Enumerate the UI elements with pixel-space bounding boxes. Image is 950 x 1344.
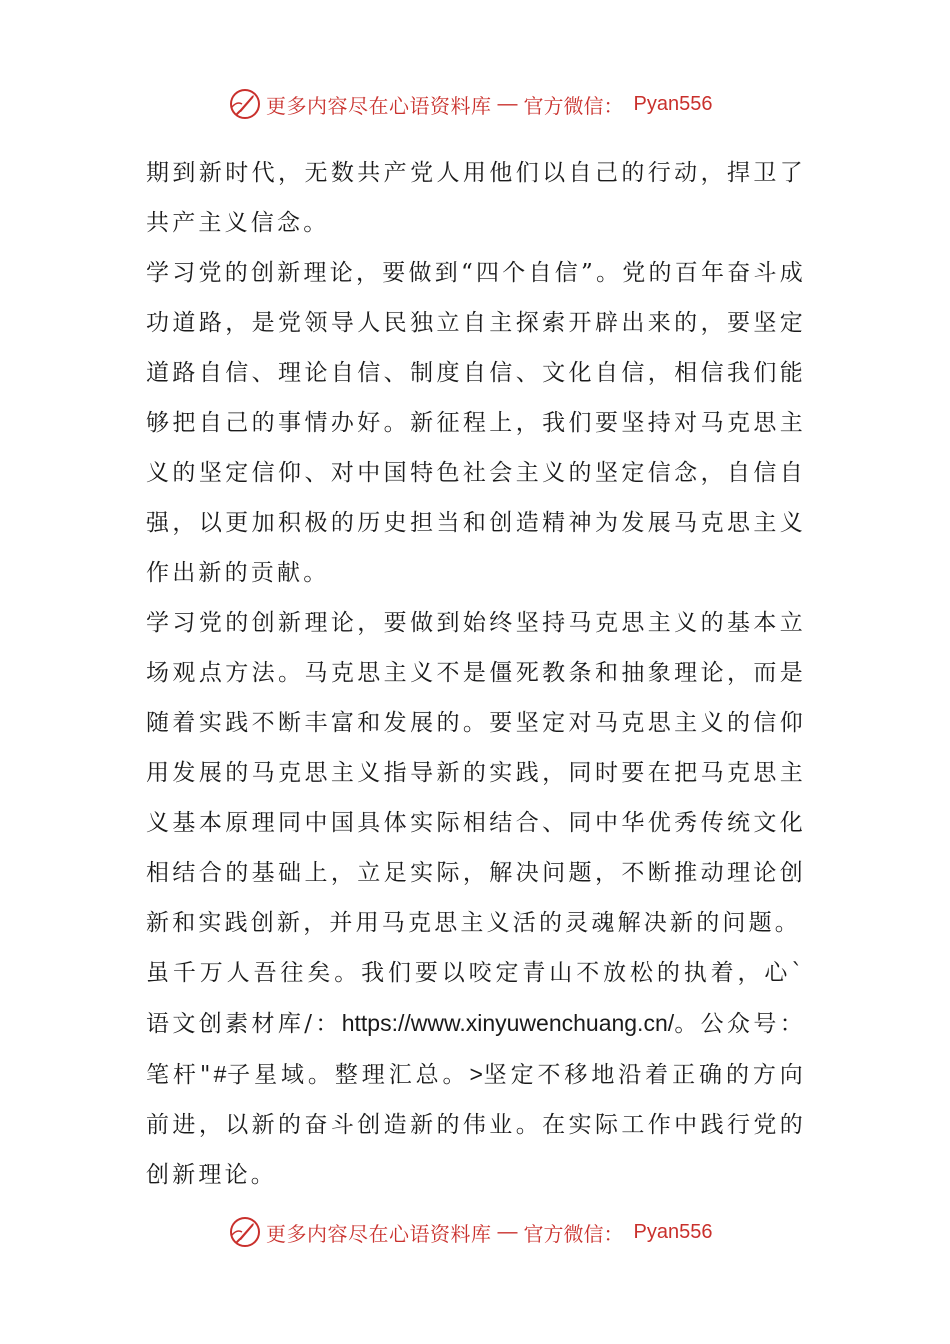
text-run: > <box>469 1061 483 1087</box>
footer-banner[interactable] <box>228 1212 748 1252</box>
banner-wechat-label: 官方微信： <box>523 1221 624 1246</box>
quill-pen-icon <box>228 87 262 121</box>
banner-wechat-id: Pyan556 <box>633 1220 713 1243</box>
text-run: 虽千万人吾往矣。我们要以咬定青山不放松的执着，心`语文创素材库/： <box>146 960 806 1037</box>
text-run: 。公众号：笔杆" <box>146 1011 806 1088</box>
header-banner[interactable] <box>228 84 748 124</box>
banner-text: 更多内容尽在心语资料库 <box>266 93 492 118</box>
body-text <box>146 148 806 1200</box>
text-run: # <box>213 1061 227 1087</box>
banner-wechat-id: Pyan556 <box>633 92 713 115</box>
paragraph-last <box>146 948 806 1200</box>
paragraph: 学习党的创新理论，要做到始终坚持马克思主义的基本立场观点方法。马克思主义不是僵死教条和抽象理论，而是随着实践不断丰富和发展的。要坚定对马克思主义的信仰用发展的马克思主义指导新的实践，同时要在把马克思主义基本原理同中国具体实际相结合、同中华优秀传统文化相结合的基础上，立足实际，解决问题，不断推动理论创新和实践创新，并用马克思主义活的灵魂解决新的问题。 <box>146 610 806 936</box>
text-run: 子星域。整理汇总。 <box>226 1062 470 1088</box>
banner-dash: — <box>497 1220 518 1243</box>
banner-dash: — <box>497 92 518 115</box>
text-run: 坚定不移地沿着正确的方向前进，以新的奋斗创造新的伟业。在实际工作中践行党的创新理论。 <box>146 1062 807 1188</box>
banner-wechat-label: 官方微信： <box>523 93 624 118</box>
quill-pen-icon <box>228 1215 262 1249</box>
banner-text: 更多内容尽在心语资料库 <box>266 1221 492 1246</box>
paragraph: 学习党的创新理论，要做到“四个自信”。党的百年奋斗成功道路，是党领导人民独立自主探索开辟出来的，要坚定道路自信、理论自信、制度自信、文化自信，相信我们能够把自己的事情办好。新征程上，我们要坚持对马克思主义的坚定信仰、对中国特色社会主义的坚定信念，自信自强，以更加积极的历史担当和创造精神为发展马克思主义作出新的贡献。 <box>146 260 806 586</box>
paragraph: 期到新时代，无数共产党人用他们以自己的行动，捍卫了共产主义信念。 <box>146 160 806 236</box>
source-url: https://www.xinyuwenchuang.cn/ <box>341 1010 675 1036</box>
